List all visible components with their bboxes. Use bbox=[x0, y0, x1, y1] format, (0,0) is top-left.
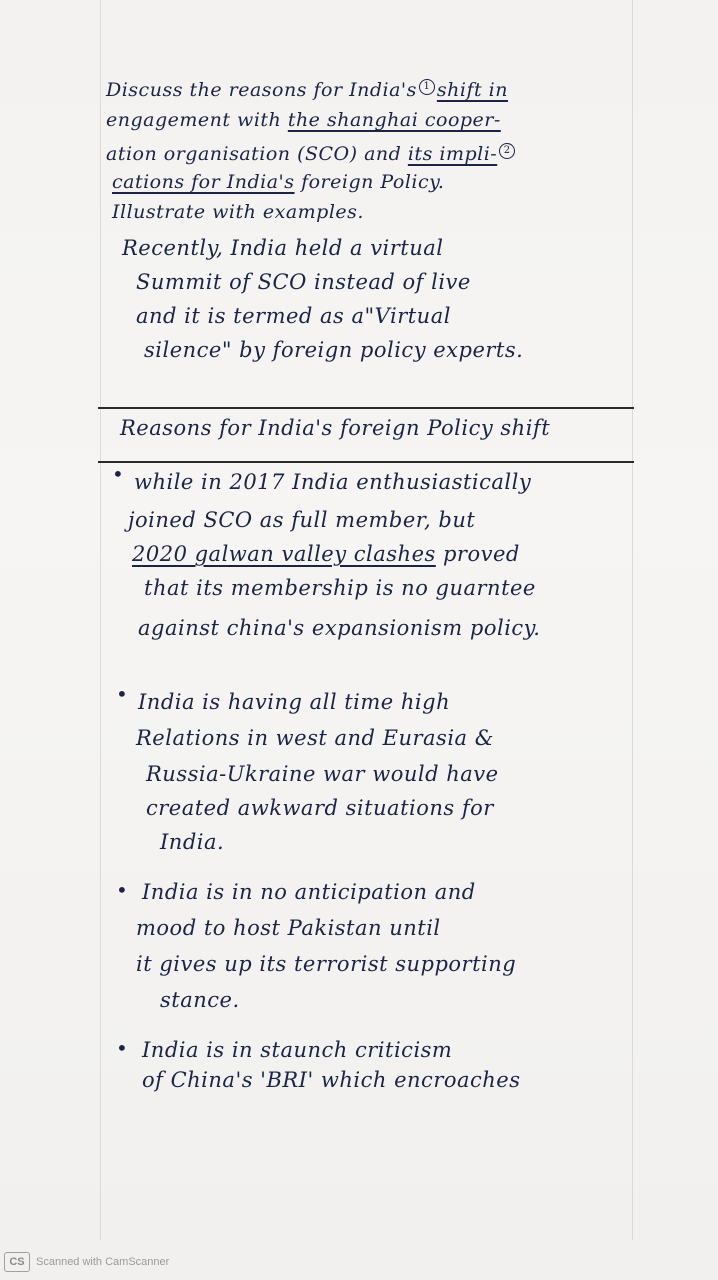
point-line: of China's 'BRI' which encroaches bbox=[142, 1068, 521, 1092]
point-line: created awkward situations for bbox=[146, 796, 494, 820]
marker-circle: 1 bbox=[419, 79, 435, 95]
point-line: stance. bbox=[160, 988, 240, 1012]
point-line: India is in no anticipation and bbox=[142, 880, 476, 904]
point-line: India is in staunch criticism bbox=[142, 1038, 453, 1062]
question-underlined: shift in bbox=[436, 79, 508, 101]
divider-rule bbox=[98, 461, 634, 463]
question-line bbox=[106, 140, 517, 168]
point-underlined: 2020 galwan valley clashes bbox=[132, 542, 436, 566]
point-line bbox=[132, 538, 520, 571]
intro-line: silence" by foreign policy experts. bbox=[144, 338, 524, 362]
question-text: ation organisation (SCO) and bbox=[106, 143, 402, 165]
point-line: Relations in west and Eurasia & bbox=[136, 726, 494, 750]
point-line: mood to host Pakistan until bbox=[136, 916, 441, 940]
point-line: that its membership is no guarntee bbox=[144, 576, 536, 600]
point-text: proved bbox=[442, 542, 520, 566]
watermark-text: Scanned with CamScanner bbox=[36, 1256, 170, 1268]
point-line: against china's expansionism policy. bbox=[138, 616, 541, 640]
marker-circle: 2 bbox=[499, 143, 515, 159]
intro-line: and it is termed as a"Virtual bbox=[136, 304, 451, 328]
point-line: it gives up its terrorist supporting bbox=[136, 952, 517, 976]
bullet: • bbox=[116, 878, 128, 902]
point-line: joined SCO as full member, but bbox=[128, 508, 476, 532]
question-text: Discuss the reasons for India's bbox=[106, 79, 417, 101]
point-line: while in 2017 India enthusiastically bbox=[134, 470, 532, 494]
question-text: foreign Policy. bbox=[301, 171, 445, 193]
bullet: • bbox=[112, 462, 124, 486]
point-line: Russia-Ukraine war would have bbox=[146, 762, 499, 786]
bullet: • bbox=[116, 682, 128, 706]
question-underlined: cations for India's bbox=[112, 171, 295, 193]
point-line: India is having all time high bbox=[138, 690, 451, 714]
question-line bbox=[112, 168, 444, 196]
intro-line: Recently, India held a virtual bbox=[122, 236, 444, 260]
question-text: Illustrate with examples. bbox=[112, 201, 364, 223]
question-text: engagement with bbox=[106, 109, 282, 131]
page-margin-line bbox=[632, 0, 633, 1240]
question-underlined: its impli- bbox=[407, 143, 498, 165]
question-underlined: the shanghai cooper- bbox=[287, 109, 501, 131]
question-line bbox=[112, 198, 364, 226]
camscanner-watermark bbox=[4, 1252, 169, 1272]
point-line: India. bbox=[160, 830, 225, 854]
section-heading: Reasons for India's foreign Policy shift bbox=[120, 416, 551, 440]
divider-rule bbox=[98, 407, 634, 409]
question-line bbox=[106, 106, 501, 134]
camscanner-logo-icon: CS bbox=[4, 1252, 30, 1272]
bullet: • bbox=[116, 1036, 128, 1060]
intro-line: Summit of SCO instead of live bbox=[136, 270, 471, 294]
page-margin-line bbox=[100, 0, 101, 1240]
question-line bbox=[106, 76, 508, 104]
